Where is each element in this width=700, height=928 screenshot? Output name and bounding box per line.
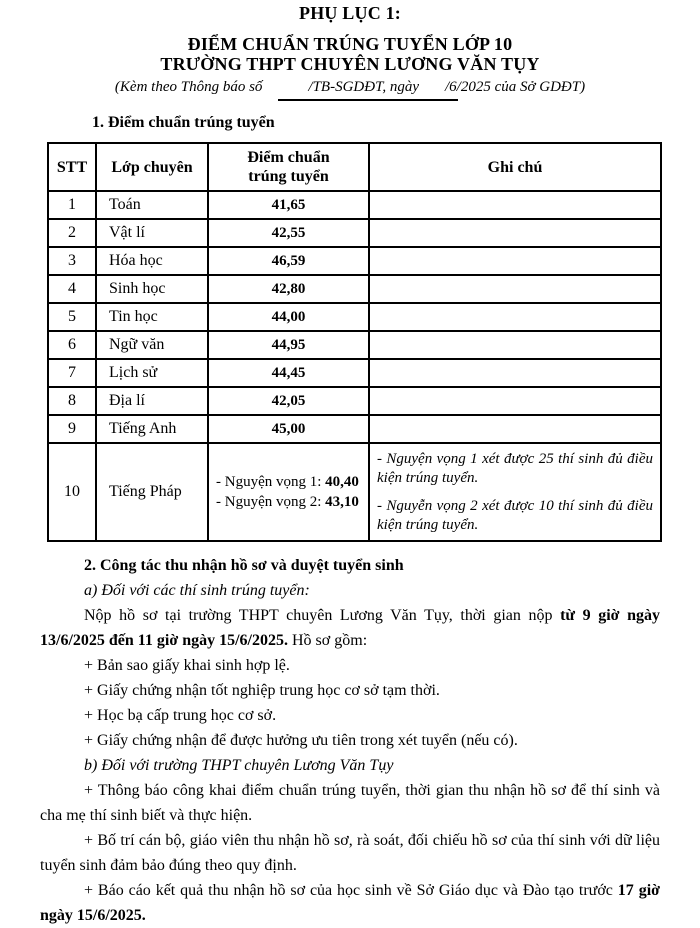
table-row-tieng-phap xyxy=(48,443,661,541)
submit-paragraph xyxy=(40,603,660,653)
table-row xyxy=(48,331,661,359)
note-cell xyxy=(369,415,661,443)
nv2-label: - Nguyện vọng 2: xyxy=(216,494,326,510)
stt-cell: 8 xyxy=(48,387,96,415)
note-cell xyxy=(369,359,661,387)
score-line-nv2 xyxy=(216,492,368,512)
submit-deadline: từ 9 giờ ngày 13/6/2025 đến 11 giờ ngày 15/6/2025. xyxy=(40,607,660,649)
stt-cell: 4 xyxy=(48,275,96,303)
subject-cell: Vật lí xyxy=(96,219,208,247)
subtitle-prefix: (Kèm theo Thông báo số xyxy=(114,79,263,95)
table-row xyxy=(48,359,661,387)
note-cell xyxy=(369,247,661,275)
task-report-deadline: 17 giờ ngày 15/6/2025. xyxy=(40,882,660,924)
note-paragraph-1: - Nguyện vọng 1 xét được 25 thí sinh đủ điều kiện trúng tuyển. xyxy=(377,450,653,486)
score-cell: 46,59 xyxy=(208,247,369,275)
nv2-value: 43,10 xyxy=(325,494,359,510)
note-paragraph-2: - Nguyễn vọng 2 xét được 10 thí sinh đủ điều kiện trúng tuyển. xyxy=(377,497,653,533)
note-cell xyxy=(369,219,661,247)
document-item: + Học bạ cấp trung học cơ sở. xyxy=(84,707,277,724)
header-stt: STT xyxy=(48,143,96,191)
subject-cell: Địa lí xyxy=(96,387,208,415)
task-report xyxy=(40,878,660,928)
section1-heading: 1. Điểm chuẩn trúng tuyển xyxy=(92,114,275,131)
section2-heading: 2. Công tác thu nhận hồ sơ và duyệt tuyển sinh xyxy=(84,557,404,574)
section2 xyxy=(40,553,660,928)
score-cell xyxy=(208,443,369,541)
score-cell: 44,45 xyxy=(208,359,369,387)
document-header xyxy=(40,3,660,101)
fill-in-underline xyxy=(278,99,458,101)
nv1-value: 40,40 xyxy=(325,474,359,490)
document-item: + Giấy chứng nhận để được hưởng ưu tiên trong xét tuyển (nếu có). xyxy=(84,732,518,749)
document-title-line1: ĐIỂM CHUẨN TRÚNG TUYỂN LỚP 10 xyxy=(187,34,513,54)
subject-cell: Tiếng Anh xyxy=(96,415,208,443)
stt-cell: 7 xyxy=(48,359,96,387)
stt-cell: 3 xyxy=(48,247,96,275)
table-row xyxy=(48,191,661,219)
item-b-heading: b) Đối với trường THPT chuyên Lương Văn Tụy xyxy=(84,757,394,774)
score-cell: 44,95 xyxy=(208,331,369,359)
table-row xyxy=(48,387,661,415)
item-a-heading: a) Đối với các thí sinh trúng tuyển: xyxy=(84,582,310,599)
document-item: + Bản sao giấy khai sinh hợp lệ. xyxy=(84,657,290,674)
table-row xyxy=(48,247,661,275)
subject-cell: Toán xyxy=(96,191,208,219)
table-row xyxy=(48,275,661,303)
subtitle-middle: /TB-SGDĐT, ngày xyxy=(308,79,419,95)
header-subject: Lớp chuyên xyxy=(96,143,208,191)
score-cell: 44,00 xyxy=(208,303,369,331)
subtitle-suffix: /6/2025 của Sở GDĐT) xyxy=(444,79,586,95)
document-subtitle xyxy=(40,79,660,96)
stt-cell: 6 xyxy=(48,331,96,359)
subject-cell: Lịch sử xyxy=(96,359,208,387)
score-line-nv1 xyxy=(216,472,368,492)
subject-cell: Hóa học xyxy=(96,247,208,275)
header-score-line2: trúng tuyển xyxy=(248,168,329,185)
stt-cell: 10 xyxy=(48,443,96,541)
document-title-line2: TRƯỜNG THPT CHUYÊN LƯƠNG VĂN TỤY xyxy=(160,54,540,74)
header-score-line1: Điểm chuẩn xyxy=(247,149,330,166)
note-cell xyxy=(369,443,661,541)
score-cell: 41,65 xyxy=(208,191,369,219)
table-row xyxy=(48,415,661,443)
stt-cell: 5 xyxy=(48,303,96,331)
submit-tail: Hồ sơ gồm: xyxy=(288,632,368,649)
subject-cell: Sinh học xyxy=(96,275,208,303)
task-report-text: + Báo cáo kết quả thu nhận hồ sơ của học sinh về Sở Giáo dục và Đào tạo trước xyxy=(84,882,618,899)
table-header-row xyxy=(48,143,661,191)
stt-cell: 9 xyxy=(48,415,96,443)
admission-score-table xyxy=(47,142,662,542)
task-item: + Bố trí cán bộ, giáo viên thu nhận hồ sơ, rà soát, đối chiếu hồ sơ của thí sinh với dữ liệu tuyển sinh đảm bảo đúng theo quy định. xyxy=(40,832,660,874)
note-cell xyxy=(369,331,661,359)
note-cell xyxy=(369,303,661,331)
score-cell: 42,80 xyxy=(208,275,369,303)
submit-text: Nộp hồ sơ tại trường THPT chuyên Lương Văn Tụy, thời gian nộp xyxy=(84,607,561,624)
document-item: + Giấy chứng nhận tốt nghiệp trung học cơ sở tạm thời. xyxy=(84,682,440,699)
stt-cell: 2 xyxy=(48,219,96,247)
header-note: Ghi chú xyxy=(369,143,661,191)
score-cell: 45,00 xyxy=(208,415,369,443)
nv1-label: - Nguyện vọng 1: xyxy=(216,474,326,490)
subject-cell: Ngữ văn xyxy=(96,331,208,359)
score-cell: 42,05 xyxy=(208,387,369,415)
table-row xyxy=(48,219,661,247)
appendix-label: PHỤ LỤC 1: xyxy=(299,3,401,23)
table-row xyxy=(48,303,661,331)
task-item: + Thông báo công khai điểm chuẩn trúng tuyển, thời gian thu nhận hồ sơ để thí sinh và cha mẹ thí sinh biết và thực hiện. xyxy=(40,782,660,824)
score-cell: 42,55 xyxy=(208,219,369,247)
note-cell xyxy=(369,275,661,303)
note-cell xyxy=(369,387,661,415)
subject-cell: Tin học xyxy=(96,303,208,331)
header-score xyxy=(208,143,369,191)
note-cell xyxy=(369,191,661,219)
stt-cell: 1 xyxy=(48,191,96,219)
subject-cell: Tiếng Pháp xyxy=(96,443,208,541)
